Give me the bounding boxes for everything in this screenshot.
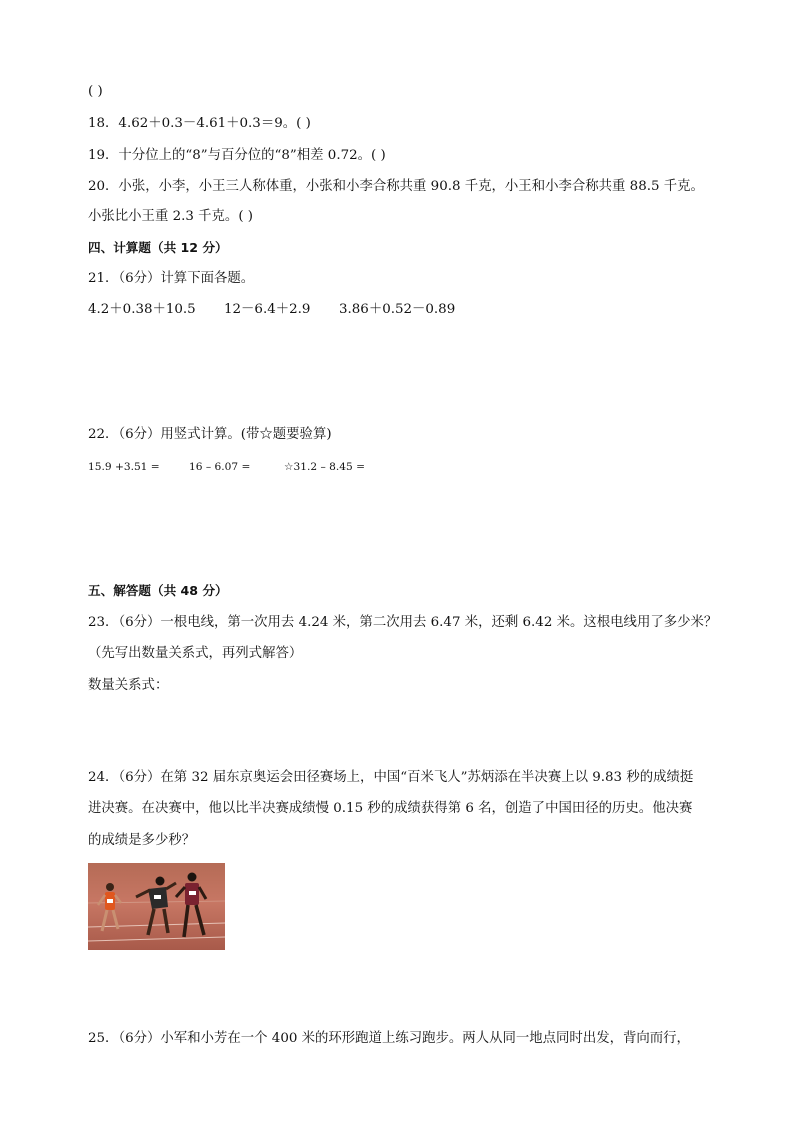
question-24-line3: 的成绩是多少秒？ [88, 833, 196, 848]
answer-blank-continued: ( ) [88, 84, 103, 99]
expression-22-2: 16 – 6.07 = [189, 461, 251, 473]
sprinters-photo [88, 863, 225, 950]
question-24-line2: 进决赛。在决赛中，他以比半决赛成绩慢 0.15 秒的成绩获得第 6 名，创造了中国田径的历史。他决赛 [88, 801, 693, 816]
question-22: 22．（6分）用竖式计算。(带☆题要验算) [88, 427, 332, 442]
question-23-relation-label: 数量关系式： [88, 678, 169, 693]
question-25-line1: 25．（6分）小军和小芳在一个 400 米的环形跑道上练习跑步。两人从同一地点同时出发，背向而行， [88, 1031, 690, 1046]
expression-21-2: 12－6.4＋2.9 [224, 302, 311, 317]
expression-21-1: 4.2＋0.38＋10.5 [88, 302, 196, 317]
section-4-heading: 四、计算题（共 12 分） [88, 240, 228, 255]
question-23-line2: （先写出数量关系式，再列式解答） [88, 646, 303, 661]
runner-right [176, 873, 206, 938]
question-22-expressions [88, 458, 365, 476]
expression-22-1: 15.9 +3.51 = [88, 461, 160, 473]
question-21-expressions [88, 301, 455, 319]
section-5-heading: 五、解答题（共 48 分） [88, 583, 228, 598]
sprinters-illustration [88, 863, 225, 950]
runner-left [98, 883, 121, 931]
question-19: 19．十分位上的“8”与百分位的“8”相差 0.72。( ) [88, 148, 386, 163]
question-20-line2: 小张比小王重 2.3 千克。( ) [88, 209, 254, 224]
expression-22-3: ☆31.2 – 8.45 = [284, 461, 365, 473]
question-23-line1: 23．（6分）一根电线，第一次用去 4.24 米，第二次用去 6.47 米，还剩 6.42 米。这根电线用了多少米？ [88, 615, 718, 630]
runner-middle [136, 877, 176, 936]
question-18: 18．4.62＋0.3－4.61＋0.3＝9。( ) [88, 116, 311, 131]
question-20-line1: 20．小张，小李，小王三人称体重，小张和小李合称共重 90.8 千克，小王和小李合称共重 88.5 千克。 [88, 179, 704, 194]
expression-21-3: 3.86＋0.52－0.89 [339, 302, 456, 317]
question-24-line1: 24．（6分）在第 32 届东京奥运会田径赛场上，中国“百米飞人”苏炳添在半决赛上以 9.83 秒的成绩挺 [88, 770, 694, 785]
question-21: 21．（6分）计算下面各题。 [88, 271, 255, 286]
